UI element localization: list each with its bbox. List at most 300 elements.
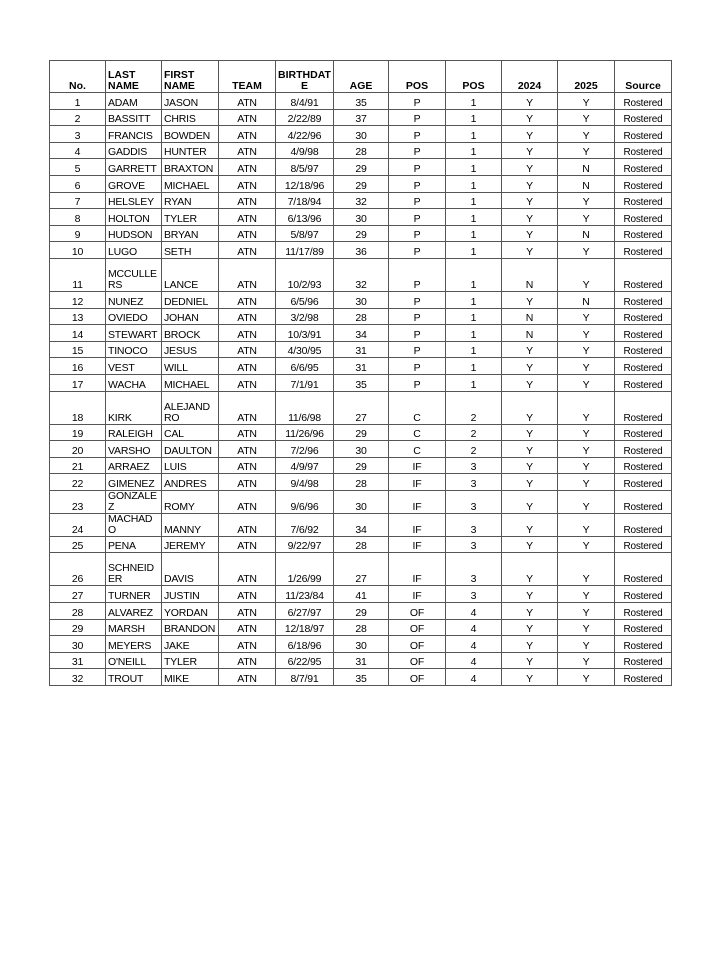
- cell-no: 11: [50, 258, 106, 291]
- table-body: [50, 93, 672, 686]
- cell-pos: C: [389, 441, 446, 458]
- cell-pos: P: [389, 159, 446, 176]
- cell-last-name: HOLTON: [106, 209, 162, 226]
- cell-2024: Y: [502, 474, 558, 491]
- cell-no: 31: [50, 652, 106, 669]
- cell-2024: Y: [502, 619, 558, 636]
- cell-2025: Y: [558, 209, 615, 226]
- cell-pos: P: [389, 242, 446, 259]
- cell-pos: P: [389, 358, 446, 375]
- cell-no: 27: [50, 586, 106, 603]
- cell-2024: Y: [502, 490, 558, 513]
- cell-2025: N: [558, 175, 615, 192]
- cell-team: ATN: [219, 474, 276, 491]
- cell-team: ATN: [219, 636, 276, 653]
- cell-age: 28: [334, 619, 389, 636]
- cell-no: 29: [50, 619, 106, 636]
- cell-first-name: BOWDEN: [162, 126, 219, 143]
- cell-birthdate: 4/30/95: [276, 341, 334, 358]
- cell-no: 1: [50, 93, 106, 110]
- cell-team: ATN: [219, 536, 276, 553]
- cell-team: ATN: [219, 175, 276, 192]
- cell-2025: Y: [558, 424, 615, 441]
- cell-source: Rostered: [615, 209, 672, 226]
- cell-no: 4: [50, 142, 106, 159]
- cell-pos: P: [389, 93, 446, 110]
- cell-pos: P: [389, 291, 446, 308]
- cell-birthdate: 11/23/84: [276, 586, 334, 603]
- cell-source: Rostered: [615, 291, 672, 308]
- cell-source: Rostered: [615, 325, 672, 342]
- cell-birthdate: 8/4/91: [276, 93, 334, 110]
- cell-pos-number: 1: [446, 142, 502, 159]
- cell-age: 29: [334, 424, 389, 441]
- cell-2024: Y: [502, 126, 558, 143]
- cell-no: 8: [50, 209, 106, 226]
- cell-birthdate: 6/27/97: [276, 603, 334, 620]
- cell-last-name: MCCULLERS: [106, 258, 162, 291]
- cell-pos-number: 3: [446, 457, 502, 474]
- cell-source: Rostered: [615, 109, 672, 126]
- cell-source: Rostered: [615, 652, 672, 669]
- cell-last-name: ADAM: [106, 93, 162, 110]
- cell-last-name: STEWART: [106, 325, 162, 342]
- cell-team: ATN: [219, 603, 276, 620]
- cell-last-name: RALEIGH: [106, 424, 162, 441]
- cell-pos: P: [389, 209, 446, 226]
- cell-team: ATN: [219, 325, 276, 342]
- cell-pos-number: 3: [446, 553, 502, 586]
- cell-age: 36: [334, 242, 389, 259]
- cell-birthdate: 10/2/93: [276, 258, 334, 291]
- cell-no: 10: [50, 242, 106, 259]
- cell-team: ATN: [219, 242, 276, 259]
- cell-pos: P: [389, 325, 446, 342]
- cell-age: 37: [334, 109, 389, 126]
- cell-no: 20: [50, 441, 106, 458]
- table-row: [50, 126, 672, 143]
- cell-last-name: MACHADO: [106, 513, 162, 536]
- cell-age: 30: [334, 636, 389, 653]
- cell-age: 35: [334, 374, 389, 391]
- cell-2025: Y: [558, 308, 615, 325]
- cell-2024: Y: [502, 636, 558, 653]
- cell-pos: P: [389, 225, 446, 242]
- cell-pos: P: [389, 126, 446, 143]
- cell-no: 26: [50, 553, 106, 586]
- header-2025: 2025: [558, 61, 615, 93]
- cell-first-name: MICHAEL: [162, 374, 219, 391]
- cell-team: ATN: [219, 209, 276, 226]
- cell-2024: Y: [502, 669, 558, 686]
- table-row: [50, 209, 672, 226]
- cell-2024: Y: [502, 159, 558, 176]
- table-row: [50, 93, 672, 110]
- cell-2024: Y: [502, 242, 558, 259]
- cell-no: 23: [50, 490, 106, 513]
- table-row: [50, 291, 672, 308]
- cell-source: Rostered: [615, 341, 672, 358]
- table-row: [50, 341, 672, 358]
- cell-birthdate: 7/2/96: [276, 441, 334, 458]
- cell-first-name: LUIS: [162, 457, 219, 474]
- cell-last-name: GIMENEZ: [106, 474, 162, 491]
- cell-birthdate: 11/26/96: [276, 424, 334, 441]
- cell-first-name: DEDNIEL: [162, 291, 219, 308]
- cell-birthdate: 12/18/97: [276, 619, 334, 636]
- cell-first-name: TYLER: [162, 209, 219, 226]
- cell-team: ATN: [219, 619, 276, 636]
- cell-2025: Y: [558, 636, 615, 653]
- cell-last-name: VEST: [106, 358, 162, 375]
- cell-2025: Y: [558, 242, 615, 259]
- cell-2024: Y: [502, 586, 558, 603]
- table-row: [50, 109, 672, 126]
- cell-last-name: GARRETT: [106, 159, 162, 176]
- cell-no: 2: [50, 109, 106, 126]
- cell-age: 34: [334, 325, 389, 342]
- cell-pos-number: 2: [446, 441, 502, 458]
- cell-source: Rostered: [615, 258, 672, 291]
- cell-first-name: CAL: [162, 424, 219, 441]
- cell-birthdate: 12/18/96: [276, 175, 334, 192]
- header-pos: POS: [389, 61, 446, 93]
- cell-pos-number: 1: [446, 374, 502, 391]
- cell-age: 29: [334, 225, 389, 242]
- cell-birthdate: 9/6/96: [276, 490, 334, 513]
- cell-first-name: BROCK: [162, 325, 219, 342]
- cell-2024: N: [502, 258, 558, 291]
- cell-2025: Y: [558, 513, 615, 536]
- cell-birthdate: 8/7/91: [276, 669, 334, 686]
- cell-2025: Y: [558, 441, 615, 458]
- cell-last-name: TROUT: [106, 669, 162, 686]
- cell-age: 31: [334, 358, 389, 375]
- cell-age: 31: [334, 341, 389, 358]
- cell-team: ATN: [219, 669, 276, 686]
- cell-first-name: MIKE: [162, 669, 219, 686]
- cell-team: ATN: [219, 225, 276, 242]
- cell-last-name: TURNER: [106, 586, 162, 603]
- cell-no: 5: [50, 159, 106, 176]
- cell-2025: Y: [558, 258, 615, 291]
- cell-pos: C: [389, 424, 446, 441]
- cell-age: 41: [334, 586, 389, 603]
- cell-birthdate: 4/9/97: [276, 457, 334, 474]
- cell-age: 29: [334, 175, 389, 192]
- cell-2025: Y: [558, 669, 615, 686]
- cell-2025: Y: [558, 358, 615, 375]
- cell-no: 3: [50, 126, 106, 143]
- cell-source: Rostered: [615, 457, 672, 474]
- cell-2025: Y: [558, 603, 615, 620]
- cell-team: ATN: [219, 308, 276, 325]
- cell-pos: P: [389, 142, 446, 159]
- cell-team: ATN: [219, 441, 276, 458]
- cell-last-name: ARRAEZ: [106, 457, 162, 474]
- cell-age: 30: [334, 291, 389, 308]
- cell-2024: Y: [502, 192, 558, 209]
- table-row: [50, 619, 672, 636]
- cell-2024: N: [502, 325, 558, 342]
- table-row: [50, 374, 672, 391]
- table-row: [50, 391, 672, 424]
- cell-source: Rostered: [615, 358, 672, 375]
- cell-pos-number: 1: [446, 308, 502, 325]
- cell-first-name: ALEJANDRO: [162, 391, 219, 424]
- cell-pos: IF: [389, 536, 446, 553]
- cell-source: Rostered: [615, 175, 672, 192]
- cell-birthdate: 7/6/92: [276, 513, 334, 536]
- table-row: [50, 358, 672, 375]
- cell-no: 17: [50, 374, 106, 391]
- cell-last-name: FRANCIS: [106, 126, 162, 143]
- cell-2024: Y: [502, 175, 558, 192]
- cell-age: 30: [334, 209, 389, 226]
- cell-2024: N: [502, 308, 558, 325]
- cell-team: ATN: [219, 126, 276, 143]
- cell-no: 14: [50, 325, 106, 342]
- cell-source: Rostered: [615, 490, 672, 513]
- cell-last-name: SCHNEIDER: [106, 553, 162, 586]
- cell-first-name: TYLER: [162, 652, 219, 669]
- cell-2025: Y: [558, 93, 615, 110]
- cell-source: Rostered: [615, 142, 672, 159]
- cell-2025: N: [558, 159, 615, 176]
- cell-source: Rostered: [615, 669, 672, 686]
- cell-age: 29: [334, 159, 389, 176]
- cell-birthdate: 8/5/97: [276, 159, 334, 176]
- cell-2024: Y: [502, 424, 558, 441]
- cell-2025: Y: [558, 192, 615, 209]
- cell-source: Rostered: [615, 619, 672, 636]
- cell-pos-number: 4: [446, 619, 502, 636]
- table-row: [50, 474, 672, 491]
- cell-age: 29: [334, 457, 389, 474]
- cell-source: Rostered: [615, 474, 672, 491]
- cell-no: 21: [50, 457, 106, 474]
- cell-source: Rostered: [615, 308, 672, 325]
- cell-pos-number: 3: [446, 586, 502, 603]
- cell-pos-number: 4: [446, 652, 502, 669]
- cell-pos: IF: [389, 457, 446, 474]
- table-row: [50, 142, 672, 159]
- cell-first-name: DAVIS: [162, 553, 219, 586]
- cell-pos-number: 1: [446, 242, 502, 259]
- cell-last-name: NUNEZ: [106, 291, 162, 308]
- cell-birthdate: 7/1/91: [276, 374, 334, 391]
- cell-first-name: JEREMY: [162, 536, 219, 553]
- cell-source: Rostered: [615, 536, 672, 553]
- cell-team: ATN: [219, 457, 276, 474]
- cell-birthdate: 11/6/98: [276, 391, 334, 424]
- cell-first-name: CHRIS: [162, 109, 219, 126]
- cell-no: 25: [50, 536, 106, 553]
- table-row: [50, 490, 672, 513]
- header-first-name: FIRST NAME: [162, 61, 219, 93]
- cell-age: 34: [334, 513, 389, 536]
- cell-pos-number: 3: [446, 474, 502, 491]
- cell-pos-number: 3: [446, 513, 502, 536]
- cell-pos-number: 1: [446, 325, 502, 342]
- cell-2024: Y: [502, 603, 558, 620]
- cell-first-name: DAULTON: [162, 441, 219, 458]
- cell-last-name: HUDSON: [106, 225, 162, 242]
- cell-pos-number: 1: [446, 93, 502, 110]
- cell-last-name: ALVAREZ: [106, 603, 162, 620]
- cell-pos: P: [389, 374, 446, 391]
- cell-2024: Y: [502, 341, 558, 358]
- cell-source: Rostered: [615, 391, 672, 424]
- cell-first-name: JOHAN: [162, 308, 219, 325]
- table-row: [50, 242, 672, 259]
- cell-age: 27: [334, 553, 389, 586]
- cell-age: 28: [334, 142, 389, 159]
- cell-source: Rostered: [615, 93, 672, 110]
- cell-2024: Y: [502, 291, 558, 308]
- cell-no: 24: [50, 513, 106, 536]
- cell-source: Rostered: [615, 441, 672, 458]
- cell-pos: IF: [389, 474, 446, 491]
- cell-first-name: RYAN: [162, 192, 219, 209]
- cell-age: 32: [334, 258, 389, 291]
- cell-team: ATN: [219, 258, 276, 291]
- table-row: [50, 536, 672, 553]
- table-row: [50, 603, 672, 620]
- cell-no: 18: [50, 391, 106, 424]
- cell-2025: Y: [558, 586, 615, 603]
- cell-2024: Y: [502, 513, 558, 536]
- cell-no: 12: [50, 291, 106, 308]
- cell-first-name: ROMY: [162, 490, 219, 513]
- cell-pos-number: 4: [446, 669, 502, 686]
- cell-source: Rostered: [615, 424, 672, 441]
- cell-pos-number: 3: [446, 490, 502, 513]
- cell-pos-number: 1: [446, 258, 502, 291]
- cell-source: Rostered: [615, 242, 672, 259]
- cell-pos-number: 1: [446, 109, 502, 126]
- cell-2025: N: [558, 291, 615, 308]
- table-row: [50, 636, 672, 653]
- cell-pos-number: 1: [446, 291, 502, 308]
- cell-birthdate: 10/3/91: [276, 325, 334, 342]
- cell-team: ATN: [219, 109, 276, 126]
- cell-first-name: MICHAEL: [162, 175, 219, 192]
- cell-team: ATN: [219, 142, 276, 159]
- cell-no: 22: [50, 474, 106, 491]
- cell-pos-number: 4: [446, 636, 502, 653]
- table-row: [50, 159, 672, 176]
- cell-first-name: MANNY: [162, 513, 219, 536]
- cell-pos: P: [389, 308, 446, 325]
- cell-2024: Y: [502, 225, 558, 242]
- cell-birthdate: 4/22/96: [276, 126, 334, 143]
- cell-age: 28: [334, 308, 389, 325]
- table-row: [50, 457, 672, 474]
- cell-birthdate: 11/17/89: [276, 242, 334, 259]
- cell-2024: Y: [502, 536, 558, 553]
- cell-team: ATN: [219, 291, 276, 308]
- cell-team: ATN: [219, 391, 276, 424]
- cell-last-name: VARSHO: [106, 441, 162, 458]
- cell-no: 7: [50, 192, 106, 209]
- cell-birthdate: 6/13/96: [276, 209, 334, 226]
- roster-sheet: [49, 60, 672, 686]
- cell-2024: Y: [502, 93, 558, 110]
- cell-no: 16: [50, 358, 106, 375]
- cell-last-name: PENA: [106, 536, 162, 553]
- cell-birthdate: 4/9/98: [276, 142, 334, 159]
- cell-last-name: GONZALEZ: [106, 490, 162, 513]
- table-row: [50, 669, 672, 686]
- cell-pos: IF: [389, 586, 446, 603]
- cell-pos-number: 1: [446, 175, 502, 192]
- table-row: [50, 586, 672, 603]
- cell-birthdate: 5/8/97: [276, 225, 334, 242]
- table-row: [50, 192, 672, 209]
- cell-first-name: JASON: [162, 93, 219, 110]
- cell-last-name: BASSITT: [106, 109, 162, 126]
- cell-last-name: WACHA: [106, 374, 162, 391]
- cell-2024: Y: [502, 374, 558, 391]
- cell-last-name: HELSLEY: [106, 192, 162, 209]
- cell-age: 31: [334, 652, 389, 669]
- cell-pos-number: 1: [446, 126, 502, 143]
- cell-birthdate: 9/4/98: [276, 474, 334, 491]
- cell-source: Rostered: [615, 225, 672, 242]
- cell-source: Rostered: [615, 636, 672, 653]
- cell-team: ATN: [219, 374, 276, 391]
- header-team: TEAM: [219, 61, 276, 93]
- cell-2024: Y: [502, 457, 558, 474]
- cell-2025: Y: [558, 553, 615, 586]
- cell-no: 32: [50, 669, 106, 686]
- cell-2024: Y: [502, 652, 558, 669]
- cell-2025: Y: [558, 109, 615, 126]
- cell-last-name: GADDIS: [106, 142, 162, 159]
- table-row: [50, 441, 672, 458]
- table-row: [50, 325, 672, 342]
- cell-2024: Y: [502, 209, 558, 226]
- cell-first-name: WILL: [162, 358, 219, 375]
- cell-source: Rostered: [615, 553, 672, 586]
- table-row: [50, 258, 672, 291]
- cell-2025: Y: [558, 536, 615, 553]
- cell-no: 9: [50, 225, 106, 242]
- cell-pos: IF: [389, 513, 446, 536]
- cell-last-name: O'NEILL: [106, 652, 162, 669]
- cell-no: 6: [50, 175, 106, 192]
- cell-birthdate: 6/5/96: [276, 291, 334, 308]
- cell-age: 30: [334, 490, 389, 513]
- cell-team: ATN: [219, 652, 276, 669]
- cell-pos: IF: [389, 490, 446, 513]
- cell-team: ATN: [219, 159, 276, 176]
- cell-pos: OF: [389, 619, 446, 636]
- cell-team: ATN: [219, 93, 276, 110]
- header-no: No.: [50, 61, 106, 93]
- cell-team: ATN: [219, 490, 276, 513]
- cell-pos: OF: [389, 603, 446, 620]
- cell-pos: C: [389, 391, 446, 424]
- cell-no: 28: [50, 603, 106, 620]
- cell-pos-number: 4: [446, 603, 502, 620]
- cell-first-name: YORDAN: [162, 603, 219, 620]
- cell-last-name: GROVE: [106, 175, 162, 192]
- cell-pos: P: [389, 109, 446, 126]
- cell-age: 35: [334, 669, 389, 686]
- cell-age: 29: [334, 603, 389, 620]
